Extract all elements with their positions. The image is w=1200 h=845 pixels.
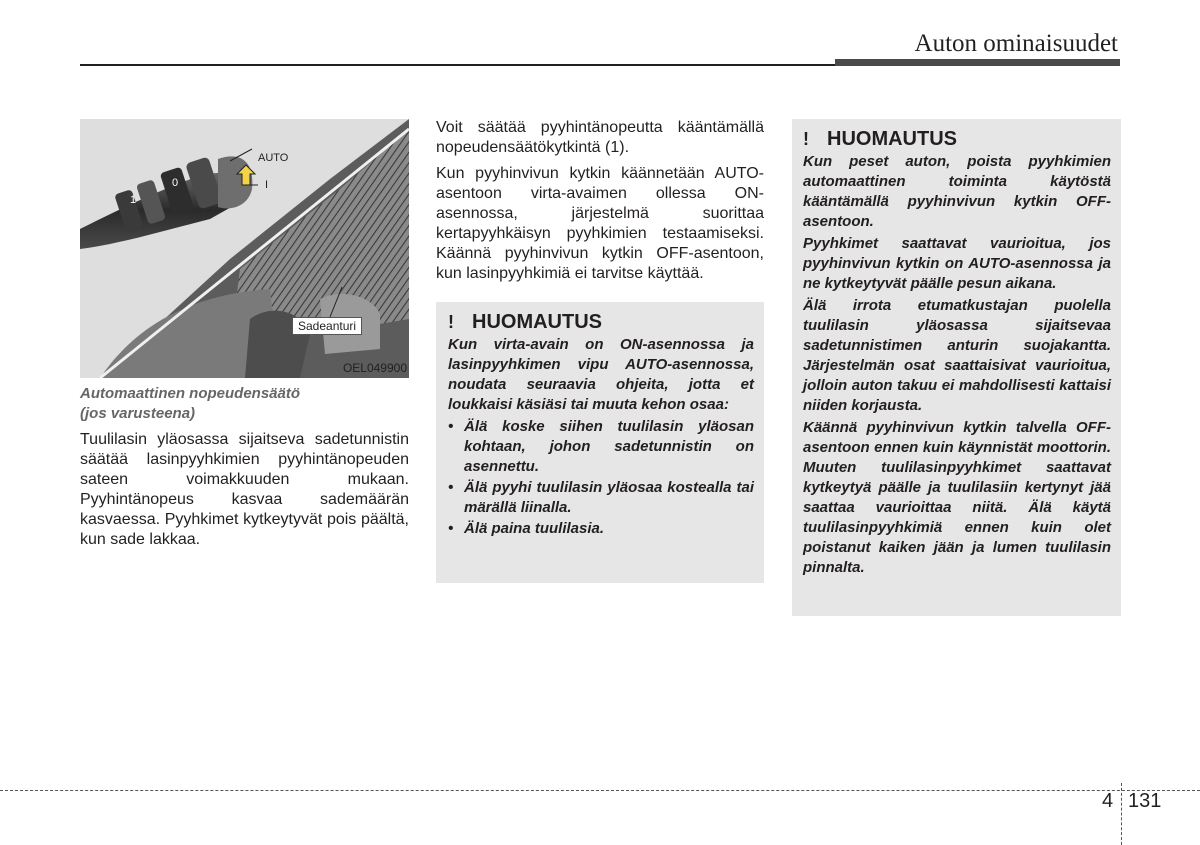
notice-paragraph: Kun peset auton, poista pyyhkimien automaattinen toiminta käytöstä kääntämällä pyyhinvivun kytkin OFF-asentoon.: [803, 153, 1111, 230]
body-paragraph-1: Voit säätää pyyhintänopeutta kääntämällä nopeudensäätökytkintä (1).: [436, 119, 764, 156]
footer-separator: [1121, 783, 1122, 845]
subheading-line2: (jos varusteena): [80, 405, 196, 422]
dial-number-0-label: 0: [172, 177, 179, 189]
page-header-title: Auton ominaisuudet: [914, 30, 1118, 57]
bullet-icon: •: [448, 520, 454, 537]
subheading-line1: Automaattinen nopeudensäätö: [80, 385, 301, 402]
list-item-text: Älä pyyhi tuulilasin yläosaa kostealla tai märällä liinalla.: [464, 479, 754, 516]
body-paragraph: Tuulilasin yläosassa sijaitseva sadetunnistin säätää lasinpyyhkimien pyyhintänopeuden sateen voimakkuuden mukaan. Pyyhintänopeus kasvaa sademäärän kasvaessa. Pyyhkimet kytkeytyvät pois päältä, kun sade lakkaa.: [80, 431, 409, 548]
warning-mark-icon: !: [448, 312, 454, 332]
header-rule: [80, 64, 835, 66]
footer-rule: [0, 790, 1200, 791]
list-item: [448, 478, 754, 518]
left-column: [80, 384, 409, 550]
dial-auto-label: AUTO: [258, 152, 289, 164]
list-item: [448, 417, 754, 477]
wiper-stalk-illustration: [80, 119, 409, 378]
rain-sensor-callout: Sadeanturi: [292, 317, 362, 335]
bullet-icon: •: [448, 479, 454, 496]
notice-paragraph: Älä irrota etumatkustajan puolella tuulilasin yläosassa sijaitsevaa sadetunnistimen anturin suojakantta. Järjestelmän osat saattaisivat vaurioitua, jolloin auton takuu ei mahdollisesti kattaisi niiden korjausta.: [803, 297, 1111, 414]
header-rule-accent: [835, 59, 1120, 66]
notice-box-right: [792, 119, 1121, 616]
notice-paragraph: Pyyhkimet saattavat vaurioitua, jos pyyhinvivun kytkin on AUTO-asennossa ja ne kytkeytyvät päälle pesun aikana.: [803, 235, 1111, 292]
notice-title: [448, 310, 754, 334]
figure-code: OEL049900: [342, 361, 407, 375]
dial-i-label: I: [265, 179, 269, 191]
notice-bullet-list: [448, 417, 754, 539]
page-number: 131: [1128, 790, 1162, 812]
notice-paragraph: Käännä pyyhinvivun kytkin talvella OFF-asentoon ennen kuin käynnistät moottorin. Muuten tuulilasinpyyhkimet saattavat kytkeytyä päälle ja tuulilasiin kertynyt jää saattaa vaurioittaa niitä. Älä käytä tuulilasinpyyhkimiä ennen kuin olet poistanut kaiken jään ja lumen tuulilasin pinnalta.: [803, 419, 1111, 576]
notice-title-text: HUOMAUTUS: [472, 311, 602, 333]
list-item: [448, 519, 754, 539]
notice-intro: Kun virta-avain on ON-asennossa ja lasinpyyhkimen vipu AUTO-asennossa, noudata seuraavia ohjeita, jotta et loukkaisi käsiäsi tai muuta kehon osaa:: [448, 336, 754, 413]
dial-number-1-label: 1: [130, 194, 137, 206]
bullet-icon: •: [448, 418, 454, 435]
section-subheading: [80, 384, 409, 424]
chapter-number: 4: [1102, 790, 1114, 812]
notice-box-middle: [436, 302, 764, 583]
notice-title-text: HUOMAUTUS: [827, 128, 957, 150]
warning-mark-icon: !: [803, 129, 809, 149]
middle-column: [436, 118, 764, 290]
body-paragraph-2: Kun pyyhinvivun kytkin käännetään AUTO-asentoon virta-avaimen ollessa ON-asennossa, järjestelmä suorittaa kertapyyhkäisyn pyyhkimien testaamiseksi. Käännä pyyhinvivun kytkin OFF-asentoon, kun lasinpyyhkimiä ei tarvitse käyttää.: [436, 165, 764, 282]
list-item-text: Älä koske siihen tuulilasin yläosan kohtaan, johon sadetunnistin on asennettu.: [464, 418, 754, 475]
illustration-drawing: [80, 119, 409, 378]
list-item-text: Älä paina tuulilasia.: [464, 520, 605, 537]
notice-title: [803, 127, 1111, 151]
